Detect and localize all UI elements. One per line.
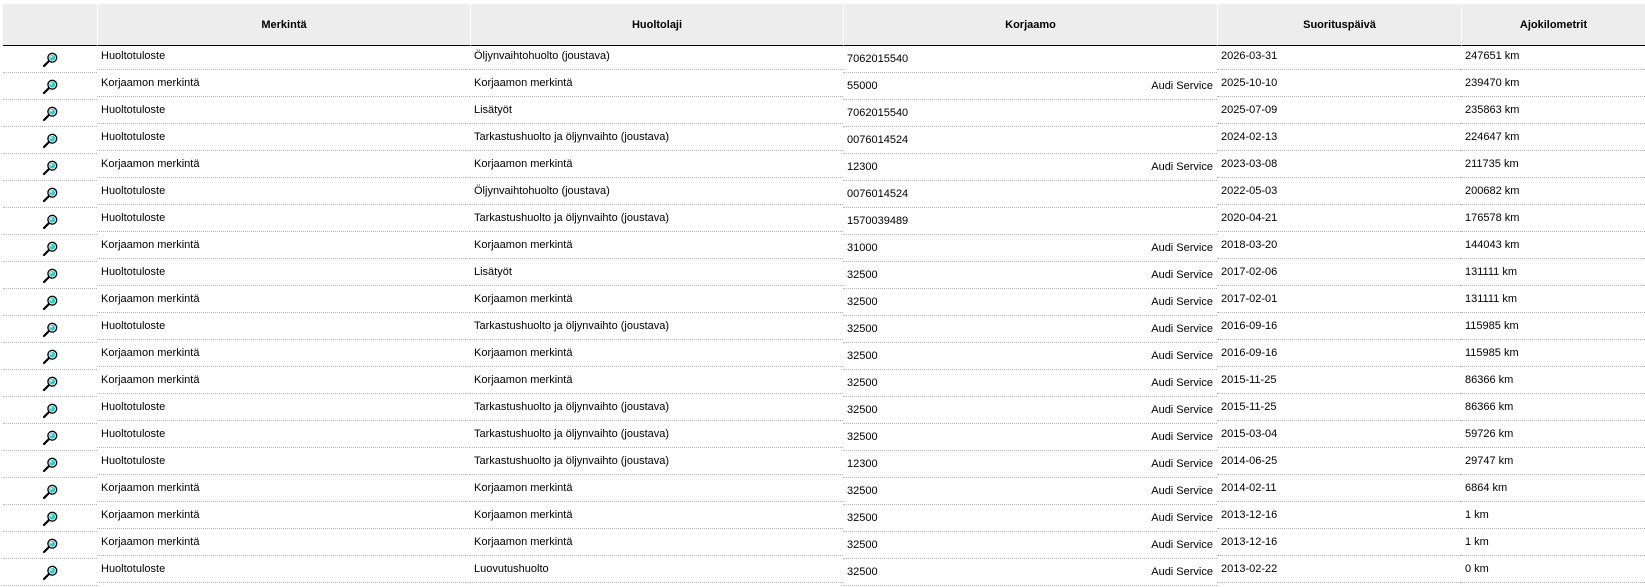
korjaamo-name: Audi Service: [1151, 161, 1213, 173]
cell-suorituspaiva: 2025-10-10: [1217, 70, 1461, 97]
cell-korjaamo: [843, 262, 1217, 289]
cell-merkinta: Huoltotuloste: [97, 124, 470, 151]
table-row: [3, 478, 1645, 505]
cell-ajokilometrit: 131111 km: [1461, 286, 1645, 313]
table-row: [3, 316, 1645, 343]
table-row: [3, 532, 1645, 559]
cell-korjaamo: [843, 343, 1217, 370]
korjaamo-code: 32500: [847, 323, 878, 335]
korjaamo-name: Audi Service: [1151, 566, 1213, 578]
view-cell: [3, 370, 97, 397]
cell-huoltolaji: Korjaamon merkintä: [470, 151, 843, 178]
cell-suorituspaiva: 2015-11-25: [1217, 394, 1461, 421]
view-cell: [3, 532, 97, 559]
cell-ajokilometrit: 0 km: [1461, 556, 1645, 583]
cell-korjaamo: [843, 559, 1217, 586]
view-cell: [3, 397, 97, 424]
cell-huoltolaji: Tarkastushuolto ja öljynvaihto (joustava): [470, 448, 843, 475]
magnifier-icon[interactable]: [41, 564, 59, 582]
korjaamo-code: 55000: [847, 80, 878, 92]
magnifier-icon[interactable]: [41, 78, 59, 96]
cell-merkinta: Huoltotuloste: [97, 394, 470, 421]
korjaamo-name: Audi Service: [1151, 269, 1213, 281]
cell-huoltolaji: Tarkastushuolto ja öljynvaihto (joustava): [470, 421, 843, 448]
header-merkinta[interactable]: Merkintä: [97, 4, 470, 46]
view-cell: [3, 343, 97, 370]
cell-merkinta: Huoltotuloste: [97, 556, 470, 583]
table-row: [3, 235, 1645, 262]
table-row: [3, 370, 1645, 397]
view-cell: [3, 424, 97, 451]
korjaamo-code: 7062015540: [847, 107, 909, 119]
magnifier-icon[interactable]: [41, 537, 59, 555]
magnifier-icon[interactable]: [41, 402, 59, 420]
cell-ajokilometrit: 247651 km: [1461, 43, 1645, 70]
cell-merkinta: Huoltotuloste: [97, 448, 470, 475]
cell-korjaamo: [843, 100, 1217, 127]
magnifier-icon[interactable]: [41, 321, 59, 339]
table-row: [3, 262, 1645, 289]
view-cell: [3, 208, 97, 235]
magnifier-icon[interactable]: [41, 240, 59, 258]
korjaamo-name: Audi Service: [1151, 512, 1213, 524]
cell-merkinta: Korjaamon merkintä: [97, 367, 470, 394]
cell-suorituspaiva: 2014-06-25: [1217, 448, 1461, 475]
cell-ajokilometrit: 176578 km: [1461, 205, 1645, 232]
cell-ajokilometrit: 115985 km: [1461, 313, 1645, 340]
cell-ajokilometrit: 115985 km: [1461, 340, 1645, 367]
cell-korjaamo: [843, 73, 1217, 100]
cell-suorituspaiva: 2016-09-16: [1217, 340, 1461, 367]
cell-merkinta: Korjaamon merkintä: [97, 529, 470, 556]
view-cell: [3, 127, 97, 154]
magnifier-icon[interactable]: [41, 429, 59, 447]
service-history-table: [3, 4, 1645, 586]
korjaamo-name: Audi Service: [1151, 323, 1213, 335]
magnifier-icon[interactable]: [41, 51, 59, 69]
cell-merkinta: Korjaamon merkintä: [97, 70, 470, 97]
korjaamo-code: 32500: [847, 431, 878, 443]
table-row: [3, 73, 1645, 100]
magnifier-icon[interactable]: [41, 510, 59, 528]
cell-huoltolaji: Korjaamon merkintä: [470, 475, 843, 502]
cell-korjaamo: [843, 478, 1217, 505]
korjaamo-code: 0076014524: [847, 134, 909, 146]
magnifier-icon[interactable]: [41, 159, 59, 177]
cell-korjaamo: [843, 370, 1217, 397]
korjaamo-code: 12300: [847, 161, 878, 173]
cell-ajokilometrit: 1 km: [1461, 502, 1645, 529]
cell-ajokilometrit: 86366 km: [1461, 394, 1645, 421]
view-cell: [3, 100, 97, 127]
cell-suorituspaiva: 2013-12-16: [1217, 502, 1461, 529]
header-icon-column: [3, 4, 97, 46]
view-cell: [3, 154, 97, 181]
cell-suorituspaiva: 2024-02-13: [1217, 124, 1461, 151]
cell-korjaamo: [843, 181, 1217, 208]
magnifier-icon[interactable]: [41, 132, 59, 150]
cell-huoltolaji: Lisätyöt: [470, 97, 843, 124]
magnifier-icon[interactable]: [41, 348, 59, 366]
korjaamo-name: Audi Service: [1151, 80, 1213, 92]
cell-merkinta: Korjaamon merkintä: [97, 475, 470, 502]
korjaamo-name: Audi Service: [1151, 377, 1213, 389]
cell-suorituspaiva: 2017-02-06: [1217, 259, 1461, 286]
header-ajokilometrit[interactable]: Ajokilometrit: [1461, 4, 1645, 46]
view-cell: [3, 46, 97, 73]
cell-suorituspaiva: 2022-05-03: [1217, 178, 1461, 205]
cell-merkinta: Korjaamon merkintä: [97, 502, 470, 529]
view-cell: [3, 505, 97, 532]
cell-suorituspaiva: 2013-02-22: [1217, 556, 1461, 583]
cell-suorituspaiva: 2018-03-20: [1217, 232, 1461, 259]
cell-korjaamo: [843, 505, 1217, 532]
korjaamo-code: 7062015540: [847, 53, 909, 65]
cell-suorituspaiva: 2017-02-01: [1217, 286, 1461, 313]
magnifier-icon[interactable]: [41, 483, 59, 501]
cell-suorituspaiva: 2015-11-25: [1217, 367, 1461, 394]
cell-ajokilometrit: 224647 km: [1461, 124, 1645, 151]
view-cell: [3, 451, 97, 478]
table-row: [3, 181, 1645, 208]
korjaamo-name: Audi Service: [1151, 485, 1213, 497]
cell-ajokilometrit: 59726 km: [1461, 421, 1645, 448]
korjaamo-name: Audi Service: [1151, 458, 1213, 470]
cell-huoltolaji: Korjaamon merkintä: [470, 340, 843, 367]
magnifier-icon[interactable]: [41, 186, 59, 204]
cell-huoltolaji: Korjaamon merkintä: [470, 232, 843, 259]
cell-korjaamo: [843, 289, 1217, 316]
cell-merkinta: Korjaamon merkintä: [97, 286, 470, 313]
cell-huoltolaji: Tarkastushuolto ja öljynvaihto (joustava): [470, 124, 843, 151]
korjaamo-code: 32500: [847, 512, 878, 524]
cell-merkinta: Korjaamon merkintä: [97, 232, 470, 259]
korjaamo-code: 31000: [847, 242, 878, 254]
cell-suorituspaiva: 2026-03-31: [1217, 43, 1461, 70]
table-row: [3, 424, 1645, 451]
cell-korjaamo: [843, 397, 1217, 424]
table-row: [3, 154, 1645, 181]
table-header: [3, 4, 1645, 46]
cell-ajokilometrit: 6864 km: [1461, 475, 1645, 502]
korjaamo-name: Audi Service: [1151, 296, 1213, 308]
header-korjaamo[interactable]: Korjaamo: [843, 4, 1217, 46]
cell-huoltolaji: Korjaamon merkintä: [470, 70, 843, 97]
magnifier-icon[interactable]: [41, 213, 59, 231]
table-body: [3, 46, 1645, 586]
korjaamo-code: 12300: [847, 458, 878, 470]
cell-merkinta: Huoltotuloste: [97, 313, 470, 340]
cell-huoltolaji: Lisätyöt: [470, 259, 843, 286]
magnifier-icon[interactable]: [41, 294, 59, 312]
cell-suorituspaiva: 2015-03-04: [1217, 421, 1461, 448]
cell-ajokilometrit: 200682 km: [1461, 178, 1645, 205]
korjaamo-name: Audi Service: [1151, 431, 1213, 443]
cell-ajokilometrit: 211735 km: [1461, 151, 1645, 178]
table-row: [3, 505, 1645, 532]
cell-huoltolaji: Öljynvaihtohuolto (joustava): [470, 43, 843, 70]
cell-suorituspaiva: 2013-12-16: [1217, 529, 1461, 556]
korjaamo-name: Audi Service: [1151, 242, 1213, 254]
table-row: [3, 397, 1645, 424]
view-cell: [3, 235, 97, 262]
cell-ajokilometrit: 235863 km: [1461, 97, 1645, 124]
table-row: [3, 208, 1645, 235]
view-cell: [3, 559, 97, 586]
cell-merkinta: Huoltotuloste: [97, 43, 470, 70]
cell-suorituspaiva: 2016-09-16: [1217, 313, 1461, 340]
cell-merkinta: Huoltotuloste: [97, 259, 470, 286]
cell-korjaamo: [843, 46, 1217, 73]
cell-korjaamo: [843, 451, 1217, 478]
table-row: [3, 343, 1645, 370]
header-huoltolaji[interactable]: Huoltolaji: [470, 4, 843, 46]
cell-suorituspaiva: 2020-04-21: [1217, 205, 1461, 232]
cell-merkinta: Huoltotuloste: [97, 178, 470, 205]
cell-huoltolaji: Korjaamon merkintä: [470, 502, 843, 529]
cell-merkinta: Huoltotuloste: [97, 205, 470, 232]
cell-korjaamo: [843, 127, 1217, 154]
table-row: [3, 559, 1645, 586]
view-cell: [3, 478, 97, 505]
korjaamo-name: Audi Service: [1151, 350, 1213, 362]
cell-merkinta: Korjaamon merkintä: [97, 340, 470, 367]
cell-huoltolaji: Tarkastushuolto ja öljynvaihto (joustava): [470, 205, 843, 232]
korjaamo-code: 1570039489: [847, 215, 909, 227]
table-row: [3, 46, 1645, 73]
cell-merkinta: Huoltotuloste: [97, 97, 470, 124]
cell-huoltolaji: Öljynvaihtohuolto (joustava): [470, 178, 843, 205]
view-cell: [3, 181, 97, 208]
table-row: [3, 289, 1645, 316]
cell-korjaamo: [843, 532, 1217, 559]
cell-ajokilometrit: 29747 km: [1461, 448, 1645, 475]
cell-suorituspaiva: 2014-02-11: [1217, 475, 1461, 502]
cell-ajokilometrit: 86366 km: [1461, 367, 1645, 394]
cell-huoltolaji: Korjaamon merkintä: [470, 367, 843, 394]
korjaamo-name: Audi Service: [1151, 404, 1213, 416]
view-cell: [3, 289, 97, 316]
cell-huoltolaji: Korjaamon merkintä: [470, 286, 843, 313]
view-cell: [3, 316, 97, 343]
magnifier-icon[interactable]: [41, 267, 59, 285]
cell-huoltolaji: Korjaamon merkintä: [470, 529, 843, 556]
table-row: [3, 451, 1645, 478]
cell-suorituspaiva: 2023-03-08: [1217, 151, 1461, 178]
cell-huoltolaji: Tarkastushuolto ja öljynvaihto (joustava): [470, 313, 843, 340]
cell-huoltolaji: Tarkastushuolto ja öljynvaihto (joustava): [470, 394, 843, 421]
cell-korjaamo: [843, 235, 1217, 262]
cell-korjaamo: [843, 316, 1217, 343]
view-cell: [3, 262, 97, 289]
magnifier-icon[interactable]: [41, 105, 59, 123]
cell-ajokilometrit: 1 km: [1461, 529, 1645, 556]
cell-korjaamo: [843, 154, 1217, 181]
korjaamo-code: 32500: [847, 269, 878, 281]
korjaamo-code: 32500: [847, 485, 878, 497]
cell-korjaamo: [843, 208, 1217, 235]
korjaamo-code: 32500: [847, 404, 878, 416]
korjaamo-code: 32500: [847, 566, 878, 578]
table-row: [3, 127, 1645, 154]
cell-merkinta: Korjaamon merkintä: [97, 151, 470, 178]
magnifier-icon[interactable]: [41, 456, 59, 474]
cell-ajokilometrit: 239470 km: [1461, 70, 1645, 97]
cell-merkinta: Huoltotuloste: [97, 421, 470, 448]
cell-suorituspaiva: 2025-07-09: [1217, 97, 1461, 124]
header-suorituspaiva[interactable]: Suorituspäivä: [1217, 4, 1461, 46]
cell-huoltolaji: Luovutushuolto: [470, 556, 843, 583]
korjaamo-name: Audi Service: [1151, 539, 1213, 551]
korjaamo-code: 32500: [847, 350, 878, 362]
cell-ajokilometrit: 131111 km: [1461, 259, 1645, 286]
cell-ajokilometrit: 144043 km: [1461, 232, 1645, 259]
view-cell: [3, 73, 97, 100]
korjaamo-code: 32500: [847, 296, 878, 308]
table-row: [3, 100, 1645, 127]
korjaamo-code: 0076014524: [847, 188, 909, 200]
korjaamo-code: 32500: [847, 539, 878, 551]
korjaamo-code: 32500: [847, 377, 878, 389]
magnifier-icon[interactable]: [41, 375, 59, 393]
cell-korjaamo: [843, 424, 1217, 451]
